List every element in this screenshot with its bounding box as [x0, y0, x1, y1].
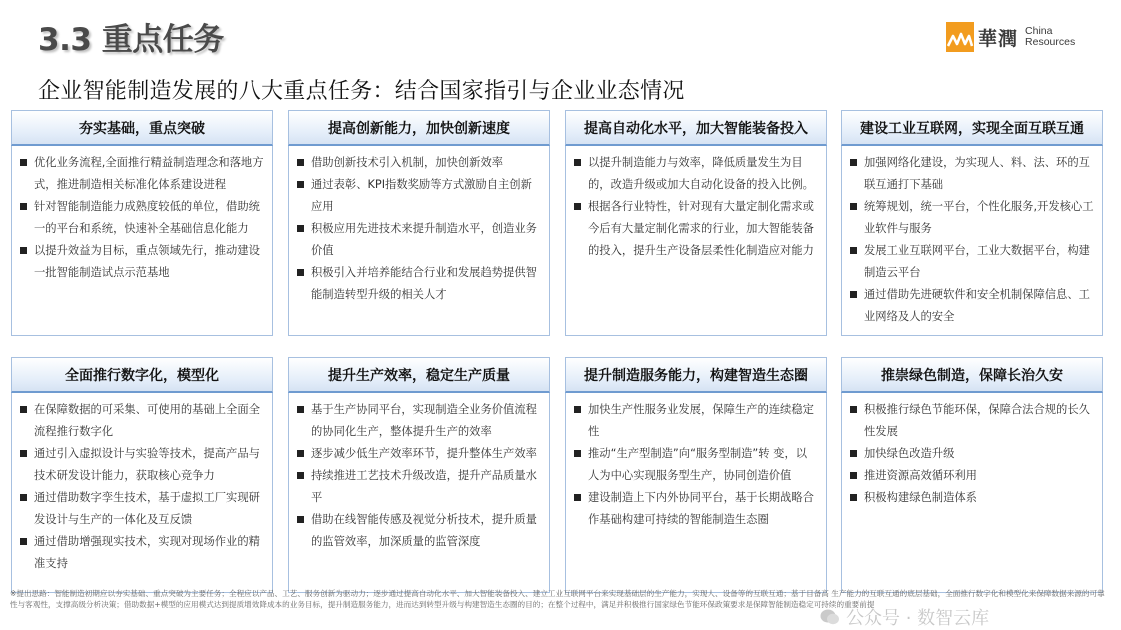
- task-item: [295, 218, 541, 262]
- task-item: [572, 487, 818, 531]
- task-item: [848, 196, 1094, 240]
- task-item-text: 加强网络化建设，为实现人、料、法、环的互联互通打下基础: [864, 156, 1090, 191]
- task-item: [18, 240, 264, 284]
- task-card-body: [841, 393, 1103, 593]
- task-item-text: 借助创新技术引入机制，加快创新效率: [311, 156, 504, 169]
- task-card-body: [565, 146, 827, 336]
- task-item-text: 加快绿色改造升级: [864, 447, 955, 460]
- watermark: [820, 604, 989, 630]
- task-card-title: 建设工业互联网，实现全面互联互通: [841, 110, 1103, 146]
- task-item: [18, 531, 264, 575]
- square-bullet-icon: [850, 406, 857, 413]
- task-item-text: 通过借助先进硬软件和安全机制保障信息、工业网络及人的安全: [864, 288, 1090, 323]
- task-card-2: [288, 110, 550, 336]
- task-item: [572, 399, 818, 443]
- square-bullet-icon: [297, 269, 304, 276]
- task-item-text: 积极应用先进技术来提升制造水平，创造业务价值: [311, 222, 537, 257]
- task-item-text: 通过表彰、KPI指数奖励等方式激励自主创新应用: [311, 178, 532, 213]
- square-bullet-icon: [297, 181, 304, 188]
- task-item: [572, 196, 818, 262]
- square-bullet-icon: [297, 516, 304, 523]
- square-bullet-icon: [20, 494, 27, 501]
- task-item-text: 在保障数据的可采集、可使用的基础上全面全流程推行数字化: [34, 403, 260, 438]
- task-item: [848, 443, 1094, 465]
- square-bullet-icon: [20, 159, 27, 166]
- square-bullet-icon: [297, 450, 304, 457]
- square-bullet-icon: [297, 406, 304, 413]
- task-item: [572, 443, 818, 487]
- square-bullet-icon: [297, 472, 304, 479]
- task-card-title: 推崇绿色制造，保障长治久安: [841, 357, 1103, 393]
- square-bullet-icon: [297, 159, 304, 166]
- task-item: [295, 399, 541, 443]
- task-card-body: [288, 393, 550, 593]
- wechat-icon: [820, 608, 840, 626]
- task-item-text: 以提升制造能力与效率，降低质量发生为目的，改造升级或加大自动化设备的投入比例。: [588, 156, 814, 191]
- task-item: [18, 443, 264, 487]
- task-list: [572, 152, 818, 262]
- company-logo: [946, 20, 1075, 54]
- watermark-text: 公众号 · 数智云库: [846, 608, 990, 629]
- task-item: [295, 443, 541, 465]
- task-card-body: [11, 146, 273, 336]
- square-bullet-icon: [850, 472, 857, 479]
- square-bullet-icon: [850, 247, 857, 254]
- task-item-text: 积极推行绿色节能环保，保障合法合规的长久性发展: [864, 403, 1090, 438]
- task-list: [848, 152, 1094, 328]
- task-card-title: 提高自动化水平，加大智能装备投入: [565, 110, 827, 146]
- task-card-title: 夯实基础，重点突破: [11, 110, 273, 146]
- task-item-text: 根据各行业特性，针对现有大量定制化需求或今后有大量定制化需求的行业，加大智能装备的投入，提升生产设备层柔性化制造应对能力: [588, 200, 814, 257]
- task-card-body: [841, 146, 1103, 336]
- task-item: [295, 174, 541, 218]
- task-item: [295, 509, 541, 553]
- logo-english-line2: Resources: [1025, 36, 1076, 48]
- task-card-4: [841, 110, 1103, 336]
- task-item-text: 推进资源高效循环利用: [864, 469, 977, 482]
- task-item-text: 通过借助增强现实技术，实现对现场作业的精准支持: [34, 535, 260, 570]
- task-item-text: 针对智能制造能力成熟度较低的单位，借助统一的平台和系统，快速补全基础信息化能力: [34, 200, 260, 235]
- square-bullet-icon: [850, 291, 857, 298]
- task-card-title: 提升制造服务能力，构建智造生态圈: [565, 357, 827, 393]
- page-subtitle: 企业智能制造发展的八大重点任务：结合国家指引与企业业态情况: [38, 79, 685, 104]
- task-list: [848, 399, 1094, 509]
- task-card-3: [565, 110, 827, 336]
- task-item-text: 借助在线智能传感及视觉分析技术，提升质量的监管效率，加深质量的监管深度: [311, 513, 537, 548]
- square-bullet-icon: [20, 538, 27, 545]
- task-card-title: 全面推行数字化，模型化: [11, 357, 273, 393]
- task-item: [295, 465, 541, 509]
- task-item: [848, 152, 1094, 196]
- task-item: [18, 196, 264, 240]
- logo-english-name: [1025, 26, 1075, 48]
- task-list: [295, 399, 541, 553]
- logo-english-line1: China: [1025, 25, 1053, 37]
- task-card-5: [11, 357, 273, 593]
- task-item: [572, 152, 818, 196]
- square-bullet-icon: [850, 203, 857, 210]
- task-item: [295, 152, 541, 174]
- task-item-text: 通过引入虚拟设计与实验等技术，提高产品与技术研发设计能力，获取核心竞争力: [34, 447, 260, 482]
- task-card-body: [565, 393, 827, 593]
- square-bullet-icon: [20, 406, 27, 413]
- logo-chinese-name: 華潤: [978, 27, 1019, 50]
- task-item-text: 基于生产协同平台，实现制造全业务价值流程的协同化生产，整体提升生产的效率: [311, 403, 537, 438]
- square-bullet-icon: [574, 406, 581, 413]
- task-item-text: 通过借助数字孪生技术，基于虚拟工厂实现研发设计与生产的一体化及互反馈: [34, 491, 260, 526]
- task-item-text: 发展工业互联网平台，工业大数据平台，构建制造云平台: [864, 244, 1090, 279]
- task-item-text: 积极构建绿色制造体系: [864, 491, 977, 504]
- square-bullet-icon: [574, 203, 581, 210]
- task-item: [848, 465, 1094, 487]
- square-bullet-icon: [297, 225, 304, 232]
- task-card-title: 提高创新能力，加快创新速度: [288, 110, 550, 146]
- square-bullet-icon: [850, 450, 857, 457]
- task-item-text: 加快生产性服务业发展，保障生产的连续稳定性: [588, 403, 814, 438]
- square-bullet-icon: [20, 450, 27, 457]
- task-list: [295, 152, 541, 306]
- task-card-8: [841, 357, 1103, 593]
- task-item-text: 积极引入并培养能结合行业和发展趋势提供智能制造转型升级的相关人才: [311, 266, 537, 301]
- china-resources-logo-icon: [946, 22, 974, 52]
- task-item: [18, 399, 264, 443]
- task-item-text: 逐步减少低生产效率环节，提升整体生产效率: [311, 447, 537, 460]
- task-list: [18, 152, 264, 284]
- task-item: [848, 284, 1094, 328]
- task-item-text: 建设制造上下内外协同平台，基于长期战略合作基础构建可持续的智能制造生态圈: [588, 491, 814, 526]
- footnote: ※提出思路：智能制造初期应以夯实基础、重点突破为主要任务；全程应以产品、工艺、服务创新为驱动力；逐步通过提高自动化水平、加大智能装备投入、建立工业互联网平台来实现基础层的生产能力，实现人、设备等的互联互通；基于目备高 生产能力的互联互通的底层基础，全面推行数字化和模型化来保障数据来源的可靠性与客观性，支撑高级分析决策；借助数据+模型的应用模式达到提质增效降成本的业务目标，提升制造服务能力，进而达到转型升级与构建智造生态圈的目的；在整个过程中，满足并积极推行国家绿色节能环保政策要求是保障智能制造稳定可持续的重要前提: [10, 589, 1105, 609]
- square-bullet-icon: [574, 494, 581, 501]
- task-card-body: [11, 393, 273, 593]
- task-card-body: [288, 146, 550, 336]
- task-item: [848, 487, 1094, 509]
- square-bullet-icon: [850, 159, 857, 166]
- task-card-1: [11, 110, 273, 336]
- task-item-text: 统筹规划，统一平台，个性化服务,开发核心工业软件与服务: [864, 200, 1094, 235]
- square-bullet-icon: [20, 203, 27, 210]
- task-item-text: 推动“生产型制造”向“服务型制造”转 变，以人为中心实现服务型生产，协同创造价值: [588, 447, 808, 482]
- square-bullet-icon: [850, 494, 857, 501]
- task-item-text: 优化业务流程,全面推行精益制造理念和落地方式，推进制造相关标准化体系建设进程: [34, 156, 264, 191]
- task-card-6: [288, 357, 550, 593]
- section-title: 3.3 重点任务: [38, 22, 224, 58]
- square-bullet-icon: [574, 450, 581, 457]
- task-item: [848, 240, 1094, 284]
- square-bullet-icon: [574, 159, 581, 166]
- task-card-7: [565, 357, 827, 593]
- task-item-text: 以提升效益为目标，重点领域先行，推动建设一批智能制造试点示范基地: [34, 244, 260, 279]
- task-list: [18, 399, 264, 575]
- task-item-text: 持续推进工艺技术升级改造，提升产品质量水平: [311, 469, 537, 504]
- task-list: [572, 399, 818, 531]
- task-card-title: 提升生产效率，稳定生产质量: [288, 357, 550, 393]
- task-item: [848, 399, 1094, 443]
- task-item: [18, 152, 264, 196]
- task-item: [295, 262, 541, 306]
- square-bullet-icon: [20, 247, 27, 254]
- task-item: [18, 487, 264, 531]
